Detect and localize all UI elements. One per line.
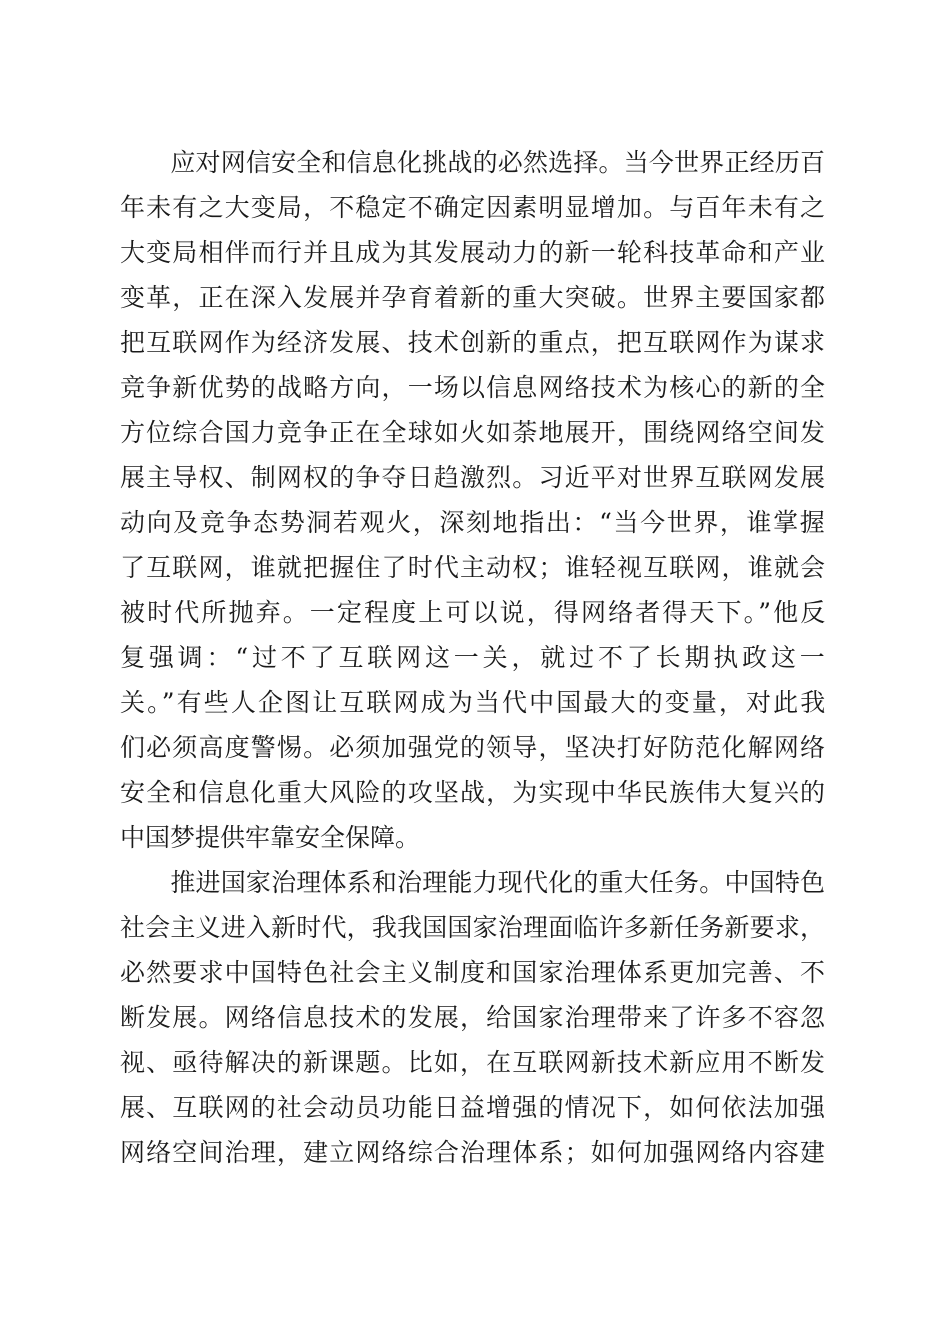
text-line: 动向及竞争态势洞若观火，深刻地指出：“当今世界，谁掌握 <box>120 508 827 537</box>
text-line: 大变局相伴而行并且成为其发展动力的新一轮科技革命和产业 <box>120 238 827 267</box>
text-line: 展、互联网的社会动员功能日益增强的情况下，如何依法加强 <box>120 1093 827 1122</box>
text-line: 推进国家治理体系和治理能力现代化的重大任务。中国特色 <box>120 868 826 897</box>
paragraph-1 <box>120 140 829 860</box>
text-line: 视、亟待解决的新课题。比如，在互联网新技术新应用不断发 <box>120 1048 827 1077</box>
paragraph-2 <box>120 860 825 1175</box>
text-line: 展主导权、制网权的争夺日趋激烈。习近平对世界互联网发展 <box>120 463 827 492</box>
text-line: 竞争新优势的战略方向，一场以信息网络技术为核心的新的全 <box>120 373 827 402</box>
text-line: 必然要求中国特色社会主义制度和国家治理体系更加完善、不 <box>120 958 827 987</box>
text-line: 断发展。网络信息技术的发展，给国家治理带来了许多不容忽 <box>120 1003 827 1032</box>
text-line: 社会主义进入新时代，我我国国家治理面临许多新任务新要求， <box>120 913 826 942</box>
text-line: 把互联网作为经济发展、技术创新的重点，把互联网作为谋求 <box>120 328 827 357</box>
text-line: 网络空间治理，建立网络综合治理体系；如何加强网络内容建 <box>120 1138 827 1167</box>
text-line: 被时代所抛弃。一定程度上可以说，得网络者得天下。”他反 <box>120 598 828 627</box>
text-line: 方位综合国力竞争正在全球如火如荼地展开，围绕网络空间发 <box>120 418 827 447</box>
text-line: 关。”有些人企图让互联网成为当代中国最大的变量，对此我 <box>120 688 828 717</box>
text-line: 变革，正在深入发展并孕育着新的重大突破。世界主要国家都 <box>120 283 827 312</box>
text-line: 们必须高度警惕。必须加强党的领导，坚决打好防范化解网络 <box>120 733 827 762</box>
text-line: 年未有之大变局，不稳定不确定因素明显增加。与百年未有之 <box>120 193 827 222</box>
text-line: 中国梦提供牢靠安全保障。 <box>120 823 421 852</box>
document-body <box>120 140 829 1175</box>
text-line: 了互联网，谁就把握住了时代主动权；谁轻视互联网，谁就会 <box>120 553 827 582</box>
text-line: 安全和信息化重大风险的攻坚战，为实现中华民族伟大复兴的 <box>120 778 827 807</box>
text-line: 应对网信安全和信息化挑战的必然选择。当今世界正经历百 <box>120 148 826 177</box>
text-line: 复强调：“过不了互联网这一关，就过不了长期执政这一 <box>120 643 829 672</box>
